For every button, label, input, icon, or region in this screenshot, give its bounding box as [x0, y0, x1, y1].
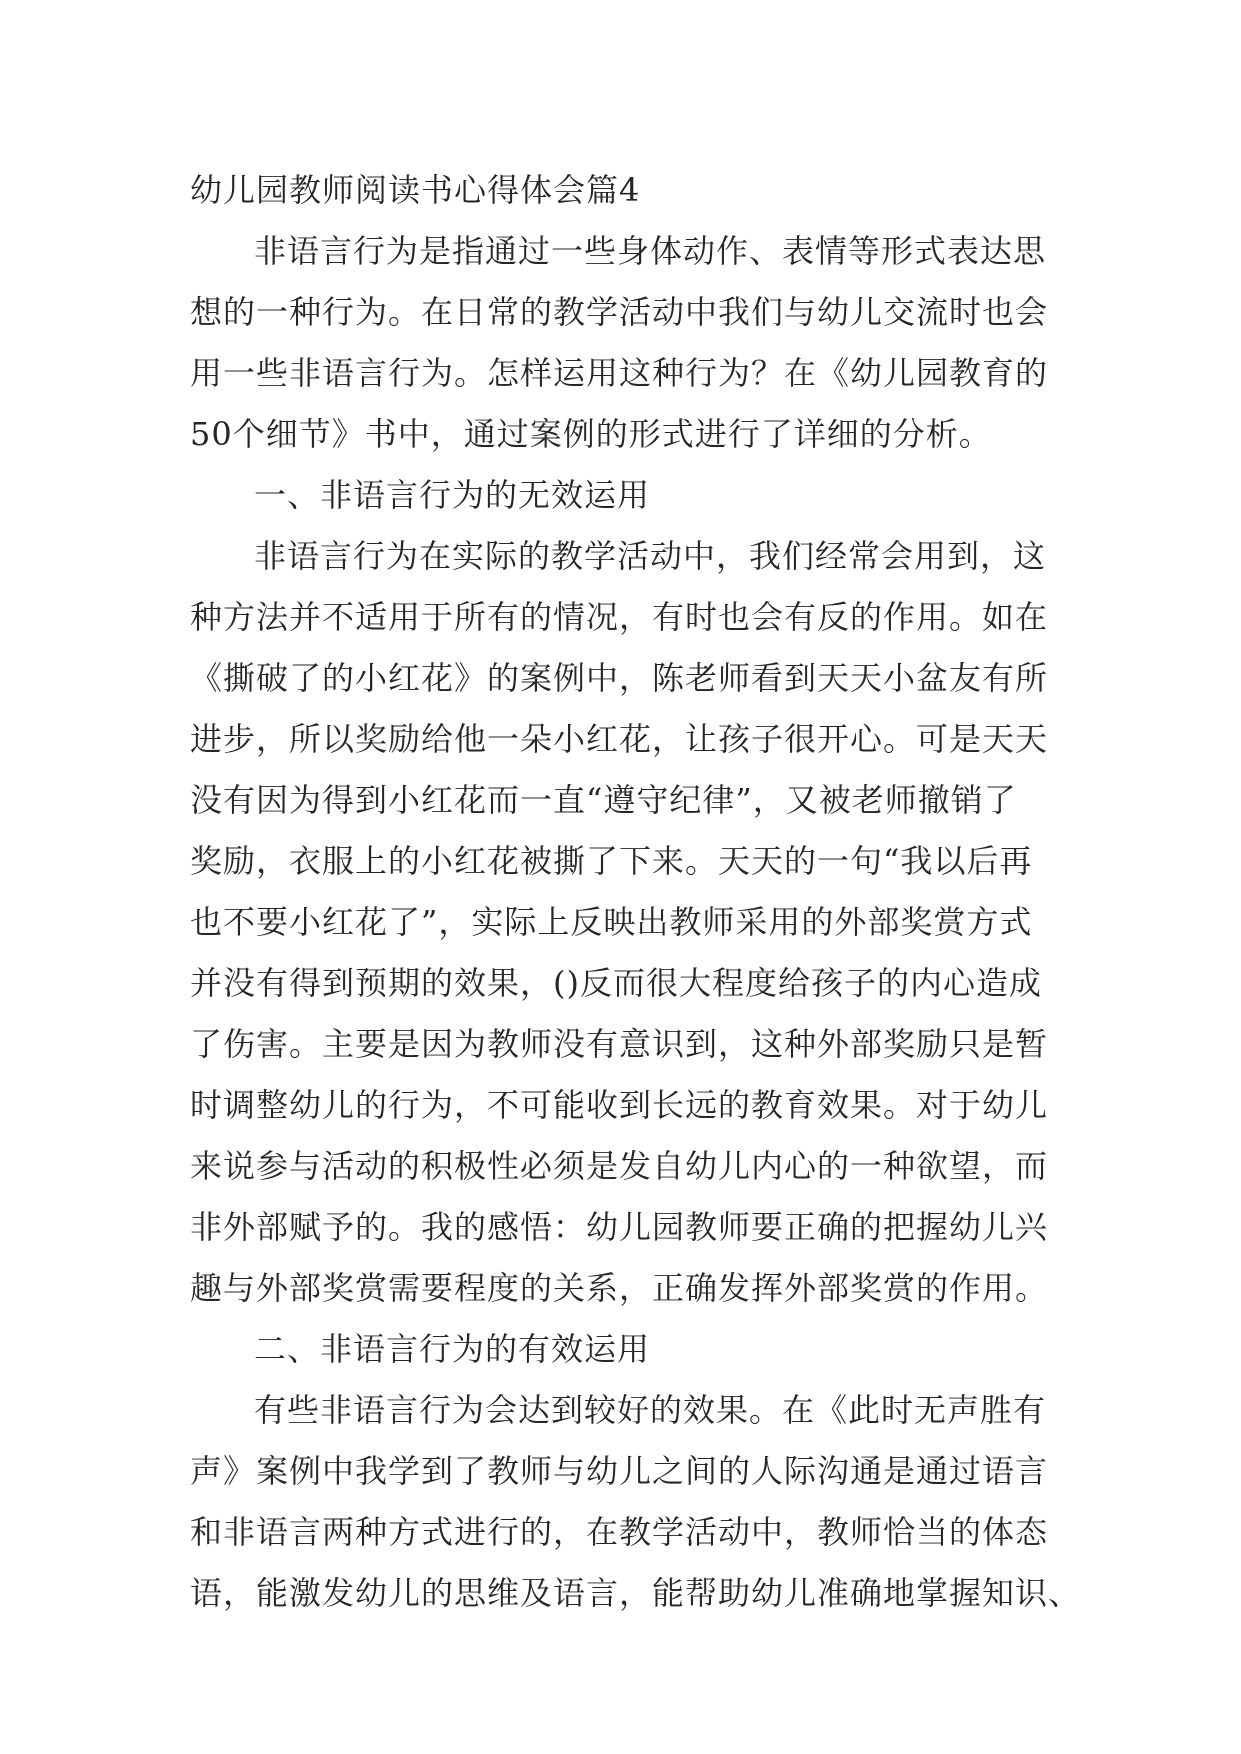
paragraph-line: 声》案例中我学到了教师与幼儿之间的人际沟通是通过语言 — [190, 1452, 1049, 1490]
paragraph-line: 非语言行为是指通过一些身体动作、表情等形式表达思 — [254, 232, 1047, 270]
paragraph-line: 非语言行为在实际的教学活动中，我们经常会用到，这 — [254, 537, 1047, 575]
paragraph-line: 进步，所以奖励给他一朵小红花，让孩子很开心。可是天天 — [190, 720, 1049, 758]
paragraph-line: 种方法并不适用于所有的情况，有时也会有反的作用。如在 — [190, 598, 1049, 636]
paragraph-line: 时调整幼儿的行为，不可能收到长远的教育效果。对于幼儿 — [190, 1086, 1049, 1124]
paragraph-line: 用一些非语言行为。怎样运用这种行为？在《幼儿园教育的 — [190, 354, 1049, 392]
paragraph-line: 想的一种行为。在日常的教学活动中我们与幼儿交流时也会 — [190, 293, 1049, 331]
paragraph-line: 50个细节》书中，通过案例的形式进行了详细的分析。 — [190, 415, 992, 453]
paragraph-line: 奖励，衣服上的小红花被撕了下来。天天的一句“我以后再 — [190, 842, 1033, 880]
paragraph-line: 来说参与活动的积极性必须是发自幼儿内心的一种欲望，而 — [190, 1147, 1049, 1185]
paragraph-line: 有些非语言行为会达到较好的效果。在《此时无声胜有 — [254, 1391, 1047, 1429]
section-heading: 二、非语言行为的有效运用 — [254, 1330, 651, 1368]
paragraph-line: 并没有得到预期的效果，()反而很大程度给孩子的内心造成 — [190, 964, 1042, 1002]
paragraph-line: 趣与外部奖赏需要程度的关系，正确发挥外部奖赏的作用。 — [190, 1269, 1049, 1307]
document-title: 幼儿园教师阅读书心得体会篇4 — [190, 171, 641, 209]
paragraph-line: 了伤害。主要是因为教师没有意识到，这种外部奖励只是暂 — [190, 1025, 1049, 1063]
paragraph-line: 和非语言两种方式进行的，在教学活动中，教师恰当的体态 — [190, 1513, 1049, 1551]
paragraph-line: 没有因为得到小红花而一直“遵守纪律”，又被老师撤销了 — [190, 781, 1017, 819]
paragraph-line: 非外部赋予的。我的感悟：幼儿园教师要正确的把握幼儿兴 — [190, 1208, 1049, 1246]
paragraph-line: 也不要小红花了”，实际上反映出教师采用的外部奖赏方式 — [190, 903, 1033, 941]
paragraph-line: 语，能激发幼儿的思维及语言，能帮助幼儿准确地掌握知识、 — [190, 1574, 1082, 1612]
paragraph-line: 《撕破了的小红花》的案例中，陈老师看到天天小盆友有所 — [190, 659, 1049, 697]
section-heading: 一、非语言行为的无效运用 — [254, 476, 651, 514]
document-page — [190, 160, 1082, 1624]
